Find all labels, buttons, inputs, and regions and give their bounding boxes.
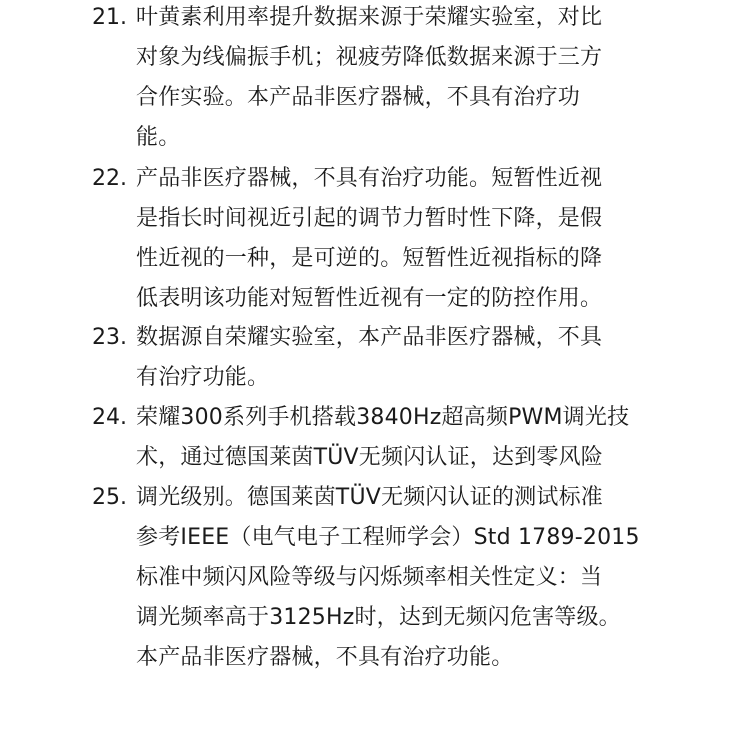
- footnote-line: 产品非医疗器械，不具有治疗功能。短暂性近视: [136, 166, 603, 191]
- footnote-line: 有治疗功能。: [136, 365, 270, 390]
- footnote-line: 荣耀300系列手机搭载3840Hz超高频PWM调光技: [136, 405, 630, 430]
- footnote-line: 数据源自荣耀实验室，本产品非医疗器械，不具: [136, 325, 603, 350]
- footnote-number: 21.: [92, 5, 127, 30]
- footnote-line: 本产品非医疗器械，不具有治疗功能。: [136, 645, 514, 670]
- footnote-line: 性近视的一种，是可逆的。短暂性近视指标的降: [136, 246, 603, 271]
- footnote-number: 22.: [92, 166, 127, 191]
- footnote-number: 23.: [92, 325, 127, 350]
- footnote-line: 叶黄素利用率提升数据来源于荣耀实验室，对比: [136, 5, 603, 30]
- footnote-line: 标准中频闪风险等级与闪烁频率相关性定义：当: [136, 565, 603, 590]
- footnote-line: 低表明该功能对短暂性近视有一定的防控作用。: [136, 286, 603, 311]
- footnote-number: 25.: [92, 485, 127, 510]
- footnote-line: 调光频率高于3125Hz时，达到无频闪危害等级。: [136, 605, 621, 630]
- footnote-number: 24.: [92, 405, 127, 430]
- footnote-line: 术，通过德国莱茵TÜV无频闪认证，达到零风险: [136, 445, 603, 470]
- footnote-line: 是指长时间视近引起的调节力暂时性下降，是假: [136, 206, 603, 231]
- footnote-line: 合作实验。本产品非医疗器械，不具有治疗功: [136, 85, 581, 110]
- footnote-line: 能。: [136, 125, 181, 150]
- footnote-line: 对象为线偏振手机；视疲劳降低数据来源于三方: [136, 45, 603, 70]
- footnote-line: 调光级别。德国莱茵TÜV无频闪认证的测试标准: [136, 485, 603, 510]
- footnote-line: 参考IEEE（电气电子工程师学会）Std 1789-2015: [136, 525, 640, 550]
